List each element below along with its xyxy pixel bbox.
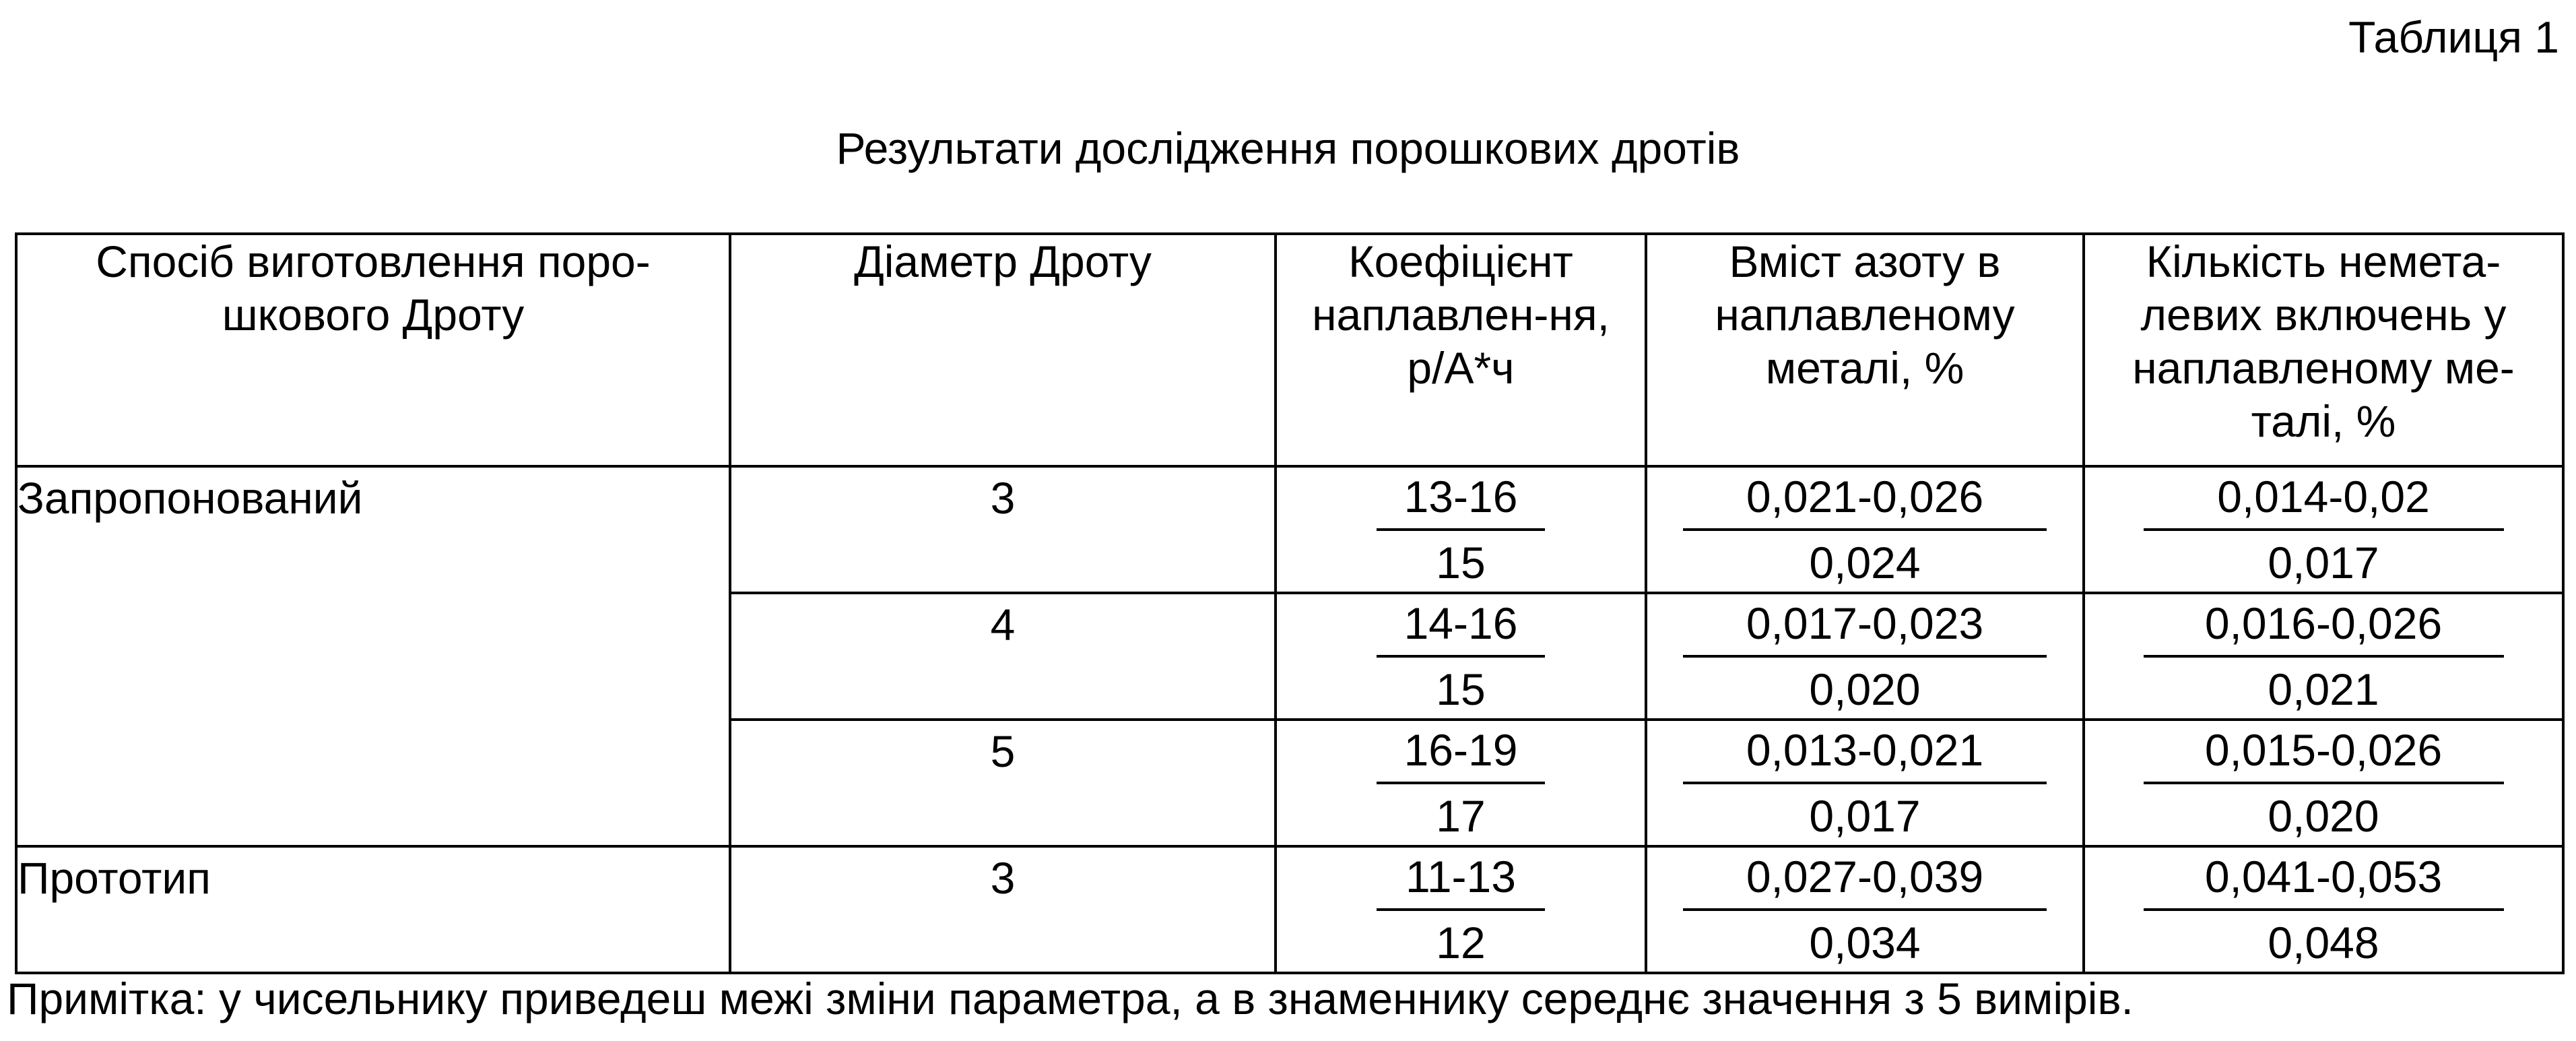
nitrogen-cell: [1646, 593, 2084, 720]
fraction-numerator: 11-13: [1377, 848, 1545, 911]
fraction-numerator: 0,027-0,039: [1683, 848, 2047, 911]
fraction-numerator: 0,017-0,023: [1683, 594, 2047, 658]
inclusions-cell: [2084, 846, 2563, 973]
fraction-numerator: 13-16: [1377, 468, 1545, 531]
method-cell: Запропонований: [16, 466, 730, 846]
fraction-denominator: 0,048: [2268, 918, 2379, 968]
fraction-numerator: 14-16: [1377, 594, 1545, 658]
inclusions-cell: [2084, 466, 2563, 593]
table-note: Примітка: у чисельнику приведеш межі зміни параметра, а в знаменнику середнє значення з 5 вимірів.: [7, 974, 2134, 1023]
coefficient-cell: [1276, 720, 1646, 846]
fraction-denominator: 12: [1436, 918, 1486, 968]
nitrogen-cell: [1646, 466, 2084, 593]
fraction-denominator: 0,017: [2268, 538, 2379, 588]
fraction-numerator: 0,014-0,02: [2144, 468, 2504, 531]
fraction-numerator: 0,041-0,053: [2144, 848, 2504, 911]
inclusions-fraction: [2144, 468, 2504, 592]
header-row: [16, 234, 2563, 466]
coefficient-fraction: [1377, 848, 1545, 972]
fraction-numerator: 0,021-0,026: [1683, 468, 2047, 531]
diameter-cell: 4: [730, 593, 1276, 720]
nitrogen-fraction: [1683, 468, 2047, 592]
fraction-numerator: 0,015-0,026: [2144, 721, 2504, 784]
table-row: [16, 846, 2563, 973]
coefficient-fraction: [1377, 594, 1545, 718]
header-inclusions-text: Кількість немета-левих включень у наплавленому ме-талі, %: [2132, 236, 2515, 446]
fraction-denominator: 0,020: [1809, 664, 1921, 714]
nitrogen-fraction: [1683, 721, 2047, 845]
table-row: [16, 466, 2563, 593]
fraction-denominator: 17: [1436, 791, 1486, 841]
fraction-numerator: 16-19: [1377, 721, 1545, 784]
inclusions-fraction: [2144, 594, 2504, 718]
inclusions-cell: [2084, 720, 2563, 846]
inclusions-fraction: [2144, 848, 2504, 972]
header-diameter: [730, 234, 1276, 466]
header-nitrogen-text: Вміст азоту в наплавленому металі, %: [1715, 236, 2015, 393]
nitrogen-fraction: [1683, 594, 2047, 718]
header-nitrogen: [1646, 234, 2084, 466]
inclusions-cell: [2084, 593, 2563, 720]
diameter-cell: 5: [730, 720, 1276, 846]
fraction-denominator: 0,024: [1809, 538, 1921, 588]
nitrogen-cell: [1646, 720, 2084, 846]
header-method: [16, 234, 730, 466]
coefficient-fraction: [1377, 468, 1545, 592]
header-diameter-text: Діаметр Дроту: [854, 236, 1152, 286]
fraction-denominator: 0,017: [1809, 791, 1921, 841]
header-method-text: Спосіб виготовлення поро-шкового Дроту: [96, 236, 651, 340]
coefficient-cell: [1276, 466, 1646, 593]
fraction-denominator: 0,034: [1809, 918, 1921, 968]
document-title: Результати дослідження порошкових дротів: [836, 123, 1740, 173]
method-cell: Прототип: [16, 846, 730, 973]
fraction-denominator: 0,021: [2268, 664, 2379, 714]
nitrogen-fraction: [1683, 848, 2047, 972]
fraction-denominator: 15: [1436, 538, 1486, 588]
header-inclusions: [2084, 234, 2563, 466]
header-coefficient: [1276, 234, 1646, 466]
results-table: [15, 232, 2565, 974]
diameter-cell: 3: [730, 846, 1276, 973]
inclusions-fraction: [2144, 721, 2504, 845]
diameter-cell: 3: [730, 466, 1276, 593]
coefficient-cell: [1276, 593, 1646, 720]
coefficient-cell: [1276, 846, 1646, 973]
fraction-denominator: 0,020: [2268, 791, 2379, 841]
nitrogen-cell: [1646, 846, 2084, 973]
coefficient-fraction: [1377, 721, 1545, 845]
header-coefficient-text: Коефіцієнт наплавлен-ня, р/А*ч: [1312, 236, 1610, 393]
fraction-denominator: 15: [1436, 664, 1486, 714]
table-label: Таблиця 1: [2348, 12, 2559, 62]
fraction-numerator: 0,013-0,021: [1683, 721, 2047, 784]
fraction-numerator: 0,016-0,026: [2144, 594, 2504, 658]
